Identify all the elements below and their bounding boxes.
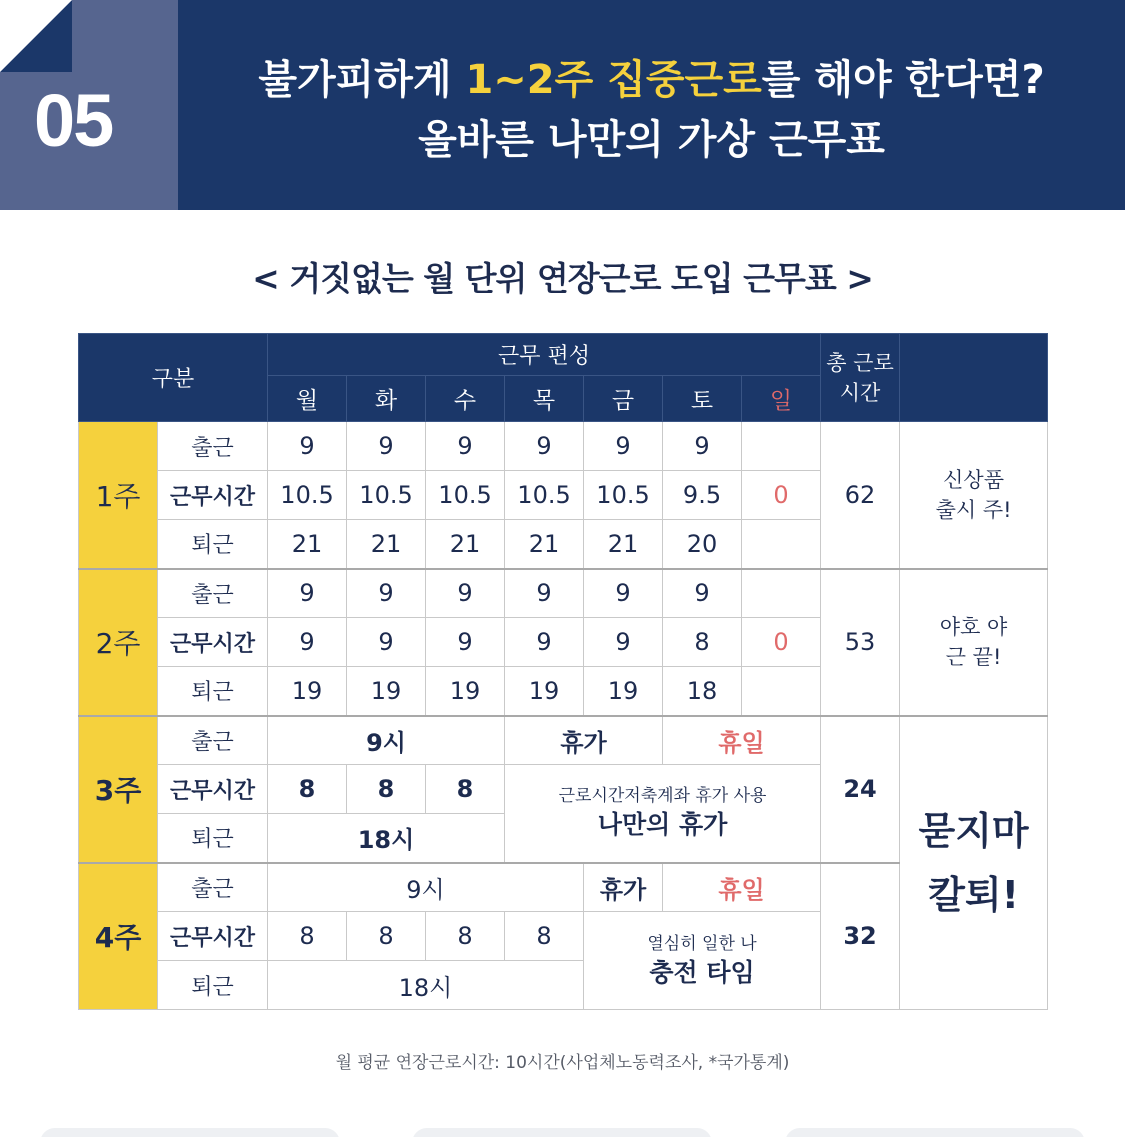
cell: 19	[505, 667, 584, 716]
header-day-mon: 월	[268, 376, 347, 422]
side-note-line-1: 묻지마	[918, 808, 1029, 853]
cell: 19	[584, 667, 663, 716]
cell: 9	[663, 422, 742, 471]
header-day-wed: 수	[426, 376, 505, 422]
cell-in-time: 9시	[268, 863, 584, 912]
cell-sunday-zero: 0	[742, 618, 821, 667]
cell: 9	[347, 422, 426, 471]
row-label-in: 출근	[158, 422, 268, 471]
vacation-note-3	[505, 765, 821, 863]
cell-out-time: 18시	[268, 814, 505, 863]
cell	[742, 422, 821, 471]
bottom-pill	[412, 1128, 712, 1137]
cell: 8	[347, 765, 426, 814]
note-2: 야호 야근 끝!	[900, 569, 1048, 716]
cell: 9	[347, 569, 426, 618]
cell: 9	[584, 422, 663, 471]
cell: 8	[347, 912, 426, 961]
title-highlight: 1~2주 집중근로	[465, 57, 762, 103]
cell	[742, 667, 821, 716]
cell: 9	[505, 422, 584, 471]
vacation-note-small: 열심히 일한 나	[647, 933, 757, 954]
header-schedule: 근무 편성	[268, 334, 821, 376]
cell: 10.5	[584, 471, 663, 520]
table-row	[79, 422, 1048, 471]
total-hours-2: 53	[821, 569, 900, 716]
cell: 8	[505, 912, 584, 961]
cell: 9	[426, 422, 505, 471]
vacation-note-small: 근로시간저축계좌 휴가 사용	[558, 786, 767, 807]
cell: 8	[426, 912, 505, 961]
cell-holiday: 휴일	[663, 863, 821, 912]
cell: 10.5	[347, 471, 426, 520]
cell: 10.5	[426, 471, 505, 520]
cell: 9	[584, 618, 663, 667]
table-row	[79, 716, 1048, 765]
cell: 9	[505, 618, 584, 667]
folded-corner-white	[0, 0, 72, 72]
table-subtitle: < 거짓없는 월 단위 연장근로 도입 근무표 >	[252, 259, 873, 298]
cell: 21	[347, 520, 426, 569]
cell: 21	[426, 520, 505, 569]
cell: 9	[584, 569, 663, 618]
note-1: 신상품 출시 주!	[900, 422, 1048, 569]
header-day-thu: 목	[505, 376, 584, 422]
footnote: 월 평균 연장근로시간: 10시간(사업체노동력조사, *국가통계)	[335, 1053, 790, 1073]
bottom-pill	[40, 1128, 340, 1137]
week-label-2: 2주	[79, 569, 158, 716]
cell: 9	[426, 618, 505, 667]
side-note-line-2: 칼퇴!	[928, 872, 1019, 917]
cell: 20	[663, 520, 742, 569]
title-line-1: 불가피하게 1~2주 집중근로를 해야 한다면?	[258, 57, 1045, 103]
row-label-hours: 근무시간	[158, 912, 268, 961]
cell-vacation: 휴가	[505, 716, 663, 765]
week-label-4: 4주	[79, 863, 158, 1010]
vacation-note-4	[584, 912, 821, 1010]
total-hours-1: 62	[821, 422, 900, 569]
cell-holiday: 휴일	[663, 716, 821, 765]
header-day-tue: 화	[347, 376, 426, 422]
header-category: 구분	[79, 334, 268, 422]
cell: 21	[584, 520, 663, 569]
cell: 9	[663, 569, 742, 618]
cell: 9.5	[663, 471, 742, 520]
cell: 8	[268, 765, 347, 814]
row-label-hours: 근무시간	[158, 765, 268, 814]
cell-out-time: 18시	[268, 961, 584, 1010]
week-label-3: 3주	[79, 716, 158, 863]
total-hours-4: 32	[821, 863, 900, 1010]
cell: 8	[663, 618, 742, 667]
cell: 8	[268, 912, 347, 961]
cell: 9	[347, 618, 426, 667]
row-label-out: 퇴근	[158, 814, 268, 863]
header-day-sat: 토	[663, 376, 742, 422]
row-label-in: 출근	[158, 863, 268, 912]
cell-vacation: 휴가	[584, 863, 663, 912]
header-note	[900, 334, 1048, 422]
header-total-hours: 총 근로 시간	[821, 334, 900, 422]
cell: 10.5	[505, 471, 584, 520]
total-hours-3: 24	[821, 716, 900, 863]
bottom-pill	[785, 1128, 1085, 1137]
row-label-in: 출근	[158, 716, 268, 765]
row-label-out: 퇴근	[158, 667, 268, 716]
cell	[742, 520, 821, 569]
cell: 10.5	[268, 471, 347, 520]
header-day-sun: 일	[742, 376, 821, 422]
week-label-1: 1주	[79, 422, 158, 569]
row-label-in: 출근	[158, 569, 268, 618]
cell: 9	[268, 422, 347, 471]
section-number: 05	[34, 79, 113, 162]
cell: 9	[505, 569, 584, 618]
cell: 9	[268, 618, 347, 667]
row-label-out: 퇴근	[158, 961, 268, 1010]
cell-sunday-zero: 0	[742, 471, 821, 520]
header-banner	[0, 0, 1125, 210]
cell-in-time: 9시	[268, 716, 505, 765]
title-line-2: 올바른 나만의 가상 근무표	[418, 117, 885, 163]
row-label-hours: 근무시간	[158, 471, 268, 520]
row-label-hours: 근무시간	[158, 618, 268, 667]
row-label-out: 퇴근	[158, 520, 268, 569]
schedule-table	[78, 333, 1048, 1010]
header-day-fri: 금	[584, 376, 663, 422]
cell: 19	[347, 667, 426, 716]
schedule-table-container	[78, 333, 1047, 1010]
cell: 9	[426, 569, 505, 618]
vacation-note-large: 충전 타임	[649, 957, 755, 987]
table-row	[79, 569, 1048, 618]
cell: 9	[268, 569, 347, 618]
side-note	[900, 716, 1048, 1010]
cell: 19	[268, 667, 347, 716]
cell: 18	[663, 667, 742, 716]
cell: 8	[426, 765, 505, 814]
vacation-note-large: 나만의 휴가	[597, 810, 728, 840]
cell: 21	[268, 520, 347, 569]
cell: 19	[426, 667, 505, 716]
cell: 21	[505, 520, 584, 569]
cell	[742, 569, 821, 618]
page-title	[178, 50, 1125, 170]
